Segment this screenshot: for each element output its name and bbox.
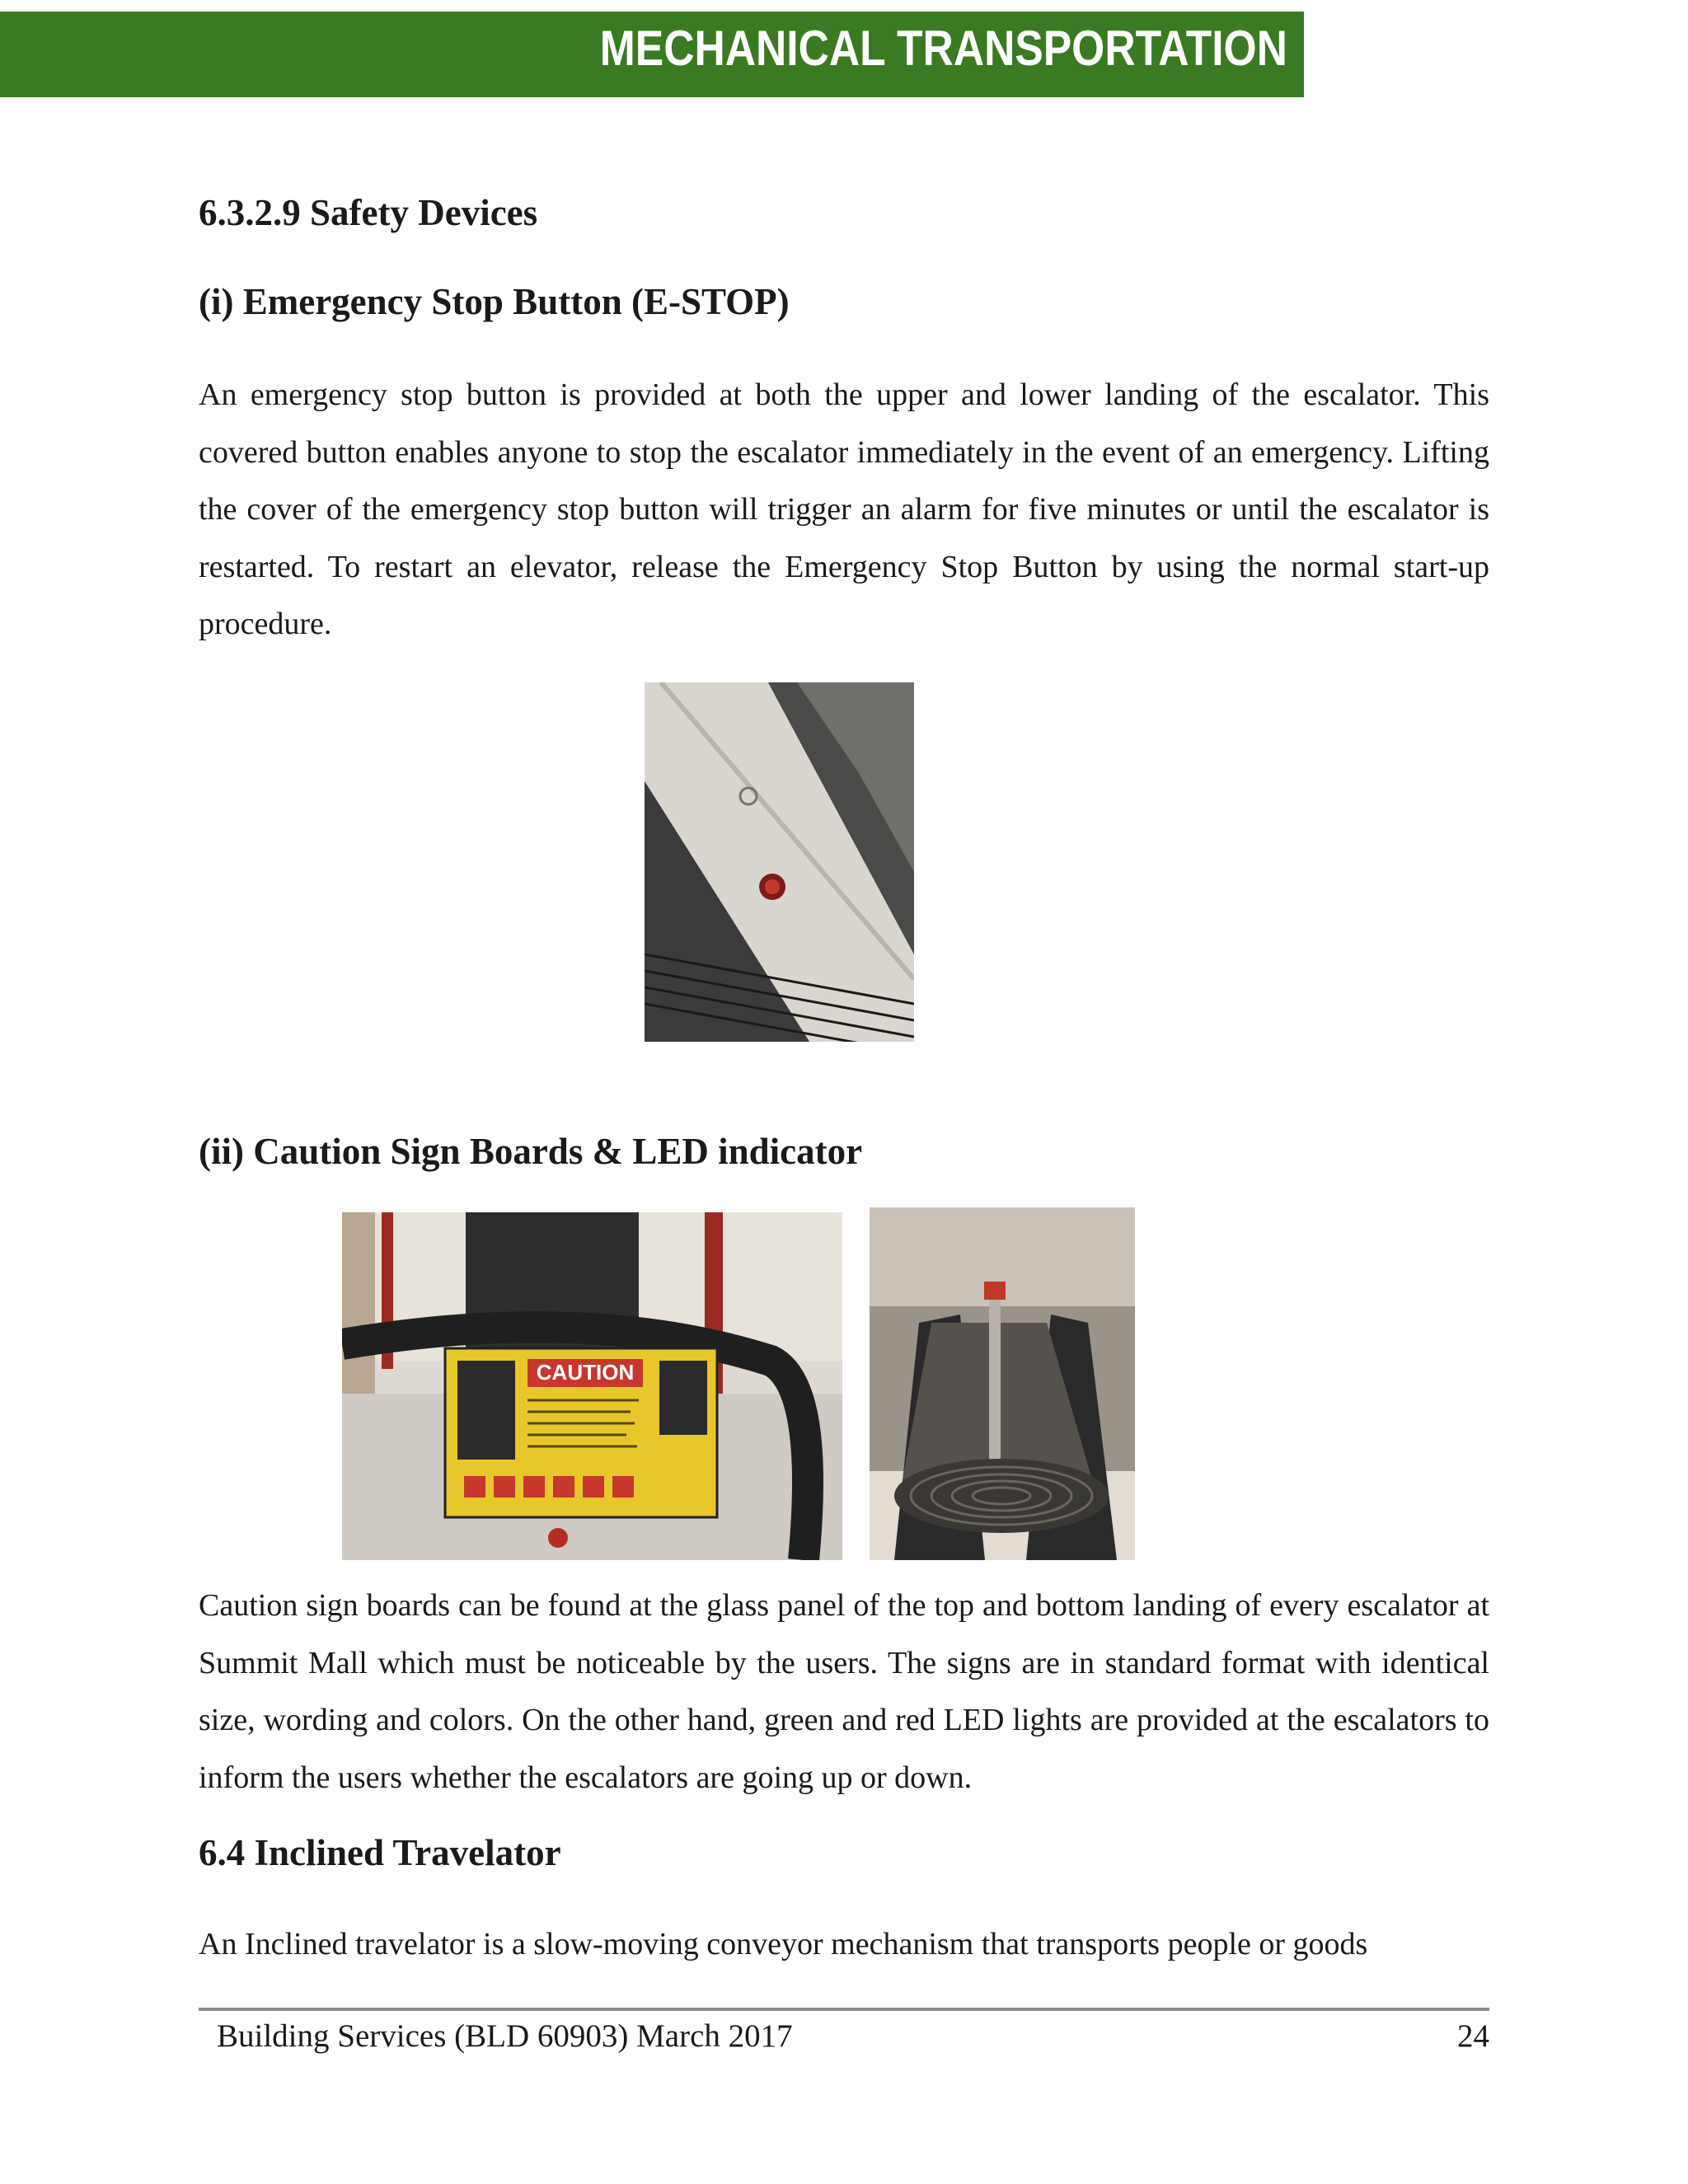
header-title: MECHANICAL TRANSPORTATION	[599, 21, 1287, 76]
caution-paragraph: Caution sign boards can be found at the glass panel of the top and bottom landing of every escalator at Summit Mall which must be noticeable by the users. The signs are in standard format with identical size, wording and colors. On the other hand, green and red LED lights are provided at the escalators to inform the users whether the escalators are going up or down.	[199, 1588, 1489, 1795]
section-heading: 6.3.2.9 Safety Devices	[199, 192, 538, 233]
footer-divider	[199, 2008, 1489, 2011]
estop-heading: (i) Emergency Stop Button (E-STOP)	[199, 281, 790, 322]
page-number: 24	[1457, 2018, 1489, 2054]
header-bar	[0, 12, 1304, 97]
caution-sign-label: CAUTION	[536, 1360, 635, 1385]
estop-paragraph: An emergency stop button is provided at both the upper and lower landing of the escalator. This covered button enables anyone to stop the escalator immediately in the event of an emergency. Lifting the cover of the emergency stop button will trigger an alarm for five minutes or until the escalator is restarted. To restart an elevator, release the Emergency Stop Button by using the normal start-up procedure.	[199, 377, 1489, 641]
led-indicator-photo	[870, 1207, 1135, 1560]
travelator-heading: 6.4 Inclined Travelator	[199, 1832, 561, 1873]
estop-photo	[645, 682, 914, 1042]
footer-course: Building Services (BLD 60903) March 2017	[217, 2018, 793, 2054]
caution-heading: (ii) Caution Sign Boards & LED indicator	[199, 1131, 863, 1172]
caution-sign-photo	[342, 1212, 842, 1560]
travelator-paragraph: An Inclined travelator is a slow-moving conveyor mechanism that transports people or goods	[199, 1927, 1368, 1961]
